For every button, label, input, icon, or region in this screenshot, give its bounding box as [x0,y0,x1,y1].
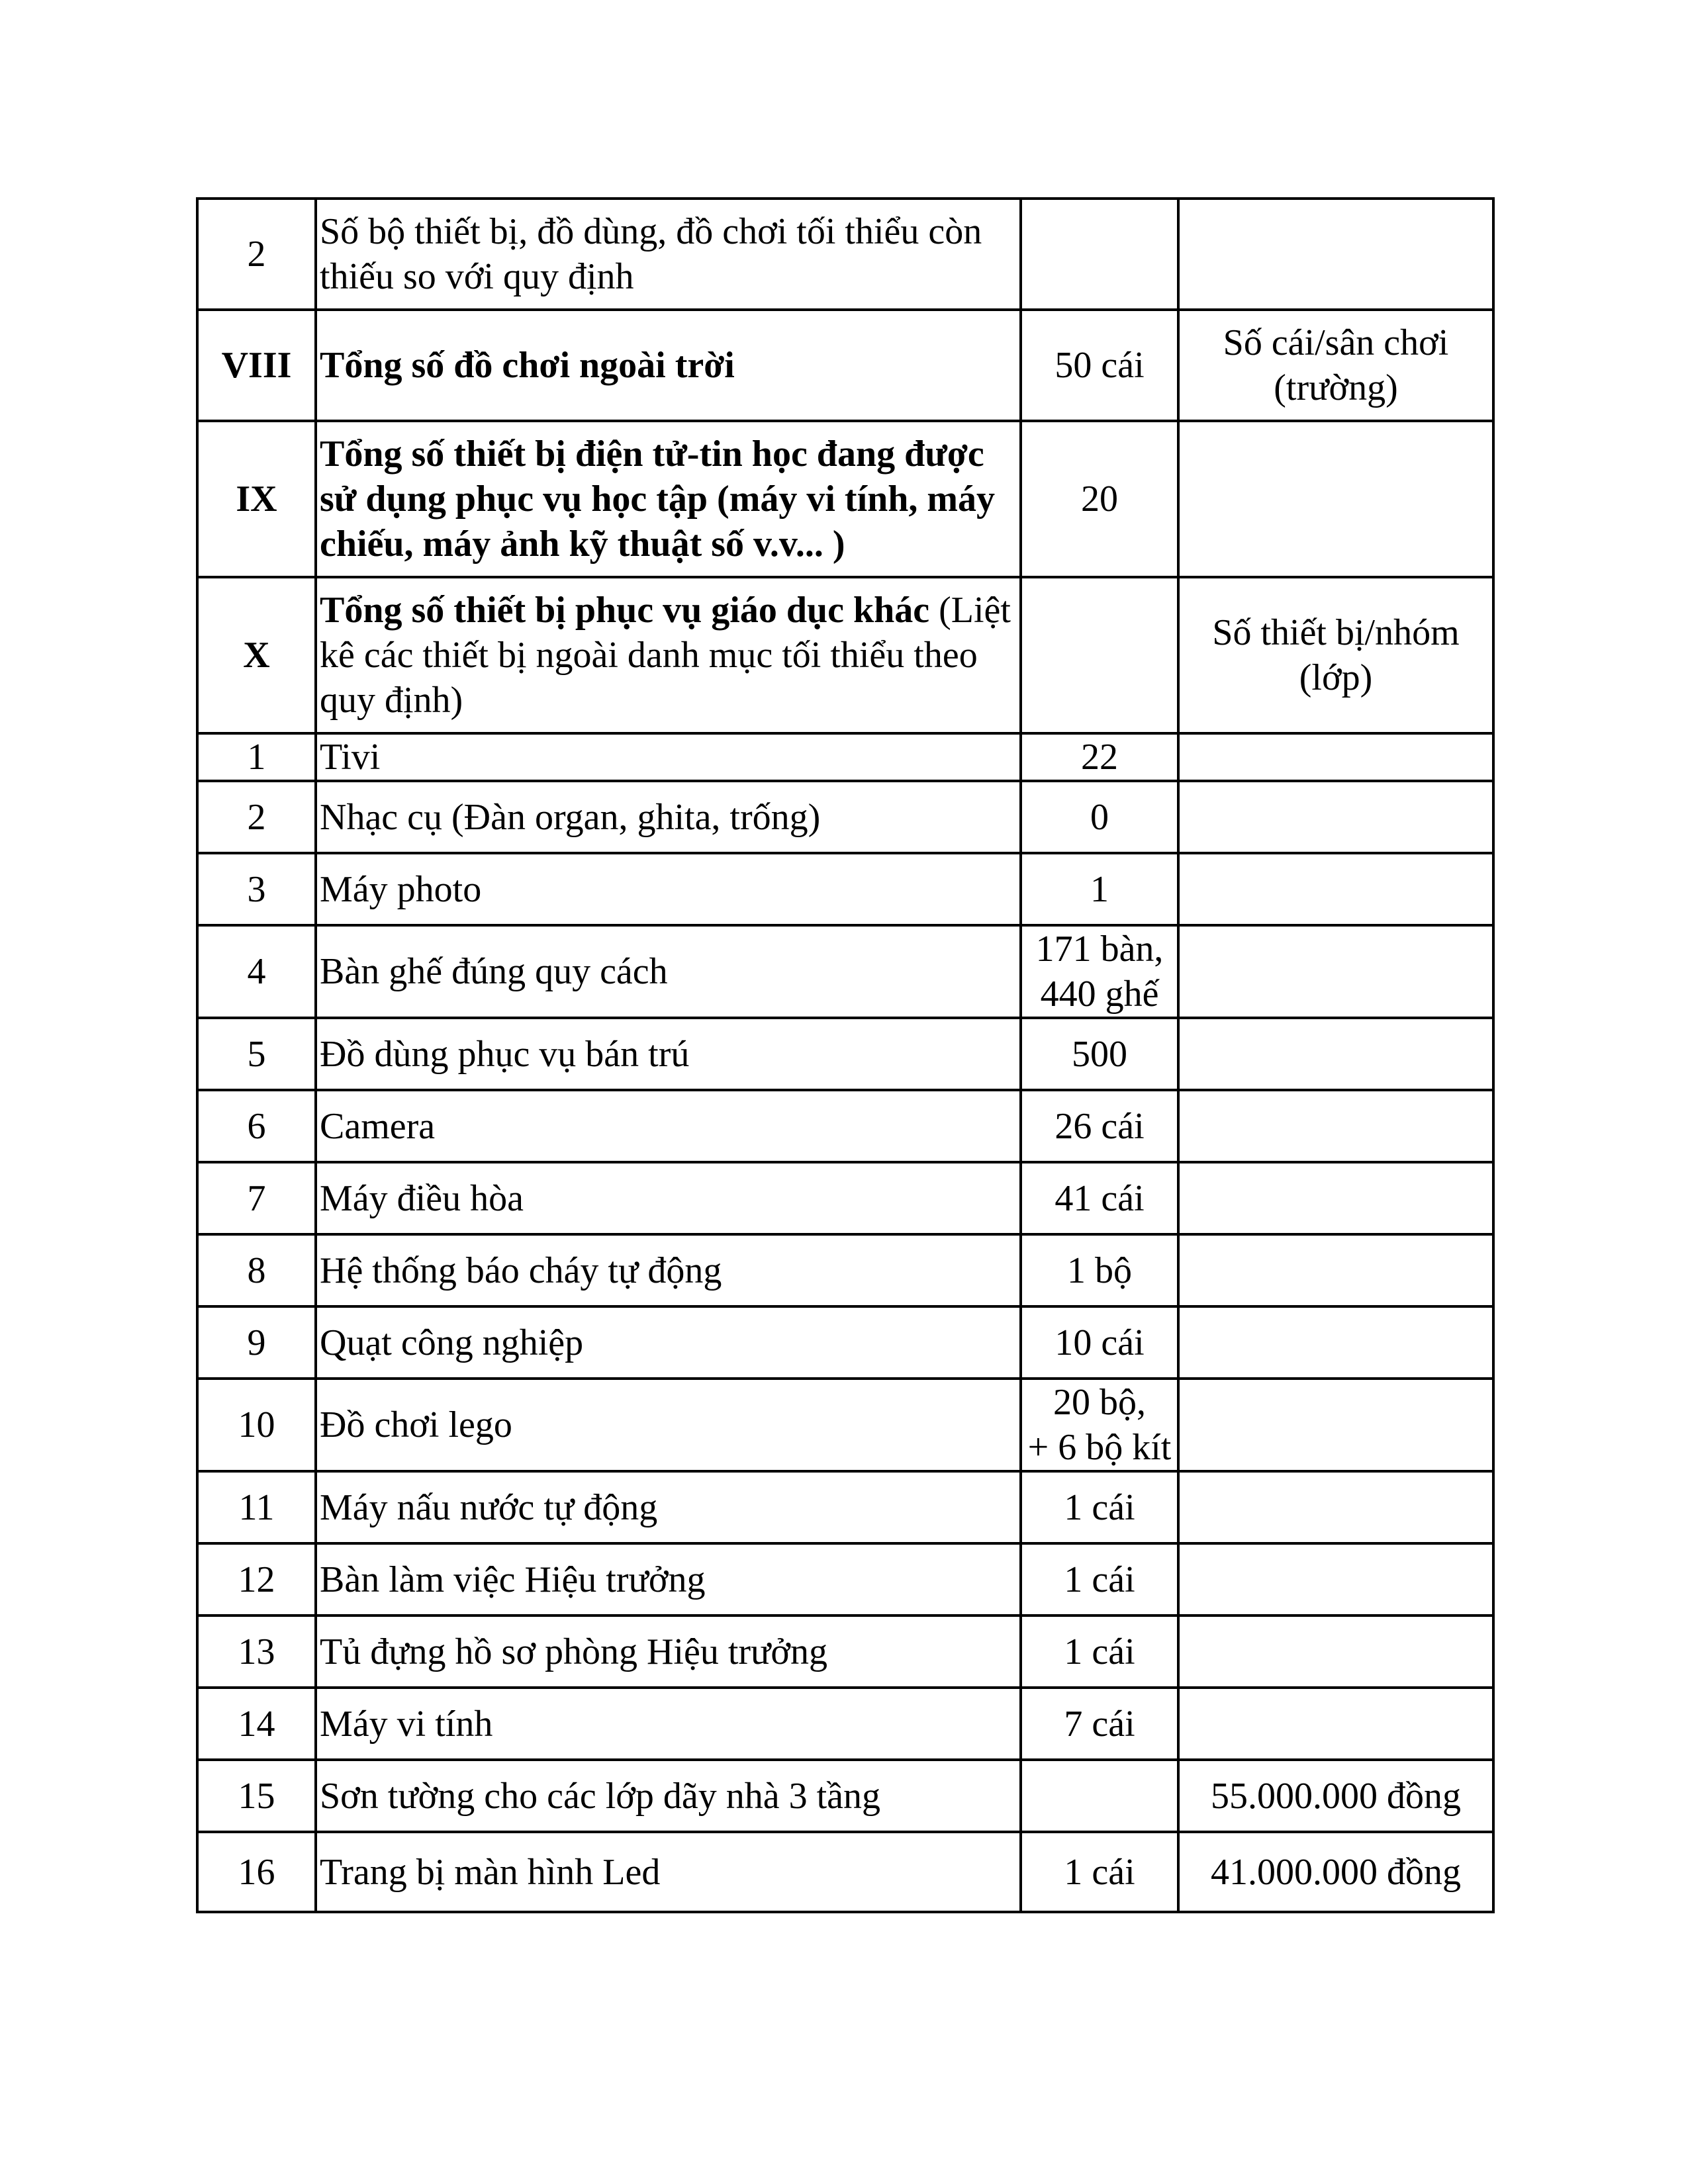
section-title: Tổng số đồ chơi ngoài trời [316,310,1021,421]
item-name: Số bộ thiết bị, đồ dùng, đồ chơi tối thiểu còn thiếu so với quy định [316,199,1021,310]
table-row [197,1832,1493,1912]
row-number: 11 [197,1471,316,1543]
item-note [1178,1018,1493,1090]
item-name: Hệ thống báo cháy tự động [316,1234,1021,1306]
item-note [1178,925,1493,1018]
item-name: Bàn ghế đúng quy cách [316,925,1021,1018]
item-quantity: 1 cái [1021,1832,1178,1912]
item-note [1178,781,1493,853]
item-note [1178,421,1493,577]
row-number: 15 [197,1760,316,1832]
section-title-bold: Tổng số thiết bị phục vụ giáo dục khác [320,590,930,631]
item-quantity: 1 cái [1021,1543,1178,1615]
section-number: IX [197,421,316,577]
item-name: Nhạc cụ (Đàn organ, ghita, trống) [316,781,1021,853]
table-row [197,1760,1493,1832]
item-note: Số thiết bị/nhóm (lớp) [1178,577,1493,733]
item-quantity: 41 cái [1021,1162,1178,1234]
item-note [1178,733,1493,781]
row-number: 3 [197,853,316,925]
item-name: Máy điều hòa [316,1162,1021,1234]
section-number: VIII [197,310,316,421]
row-number: 9 [197,1306,316,1379]
section-title: Tổng số thiết bị điện tử-tin học đang được sử dụng phục vụ học tập (máy vi tính, máy chiếu, máy ảnh kỹ thuật số v.v... ) [316,421,1021,577]
item-note [1178,199,1493,310]
item-quantity: 1 [1021,853,1178,925]
table-row [197,781,1493,853]
item-name: Bàn làm việc Hiệu trưởng [316,1543,1021,1615]
item-quantity: 10 cái [1021,1306,1178,1379]
item-name: Trang bị màn hình Led [316,1832,1021,1912]
item-note [1178,1688,1493,1760]
item-name: Sơn tường cho các lớp dãy nhà 3 tầng [316,1760,1021,1832]
item-quantity: 22 [1021,733,1178,781]
table-row [197,1615,1493,1688]
item-quantity: 1 cái [1021,1615,1178,1688]
table-row [197,1018,1493,1090]
row-number: 5 [197,1018,316,1090]
item-quantity: 20 bộ, + 6 bộ kít [1021,1379,1178,1471]
item-quantity: 500 [1021,1018,1178,1090]
table-row [197,1471,1493,1543]
item-quantity [1021,199,1178,310]
item-note [1178,1234,1493,1306]
item-name: Máy nấu nước tự động [316,1471,1021,1543]
item-quantity: 0 [1021,781,1178,853]
table-row [197,733,1493,781]
row-number: 10 [197,1379,316,1471]
item-quantity: 26 cái [1021,1090,1178,1162]
item-note [1178,1090,1493,1162]
item-note [1178,853,1493,925]
row-number: 14 [197,1688,316,1760]
table-row [197,1688,1493,1760]
item-note [1178,1306,1493,1379]
item-quantity: 50 cái [1021,310,1178,421]
table-row [197,925,1493,1018]
section-title [316,577,1021,733]
row-number: 8 [197,1234,316,1306]
item-note: 41.000.000 đồng [1178,1832,1493,1912]
table-row [197,1162,1493,1234]
row-number: 12 [197,1543,316,1615]
item-note [1178,1615,1493,1688]
item-name: Đồ dùng phục vụ bán trú [316,1018,1021,1090]
table-row [197,1090,1493,1162]
item-quantity: 7 cái [1021,1688,1178,1760]
item-note: Số cái/sân chơi (trường) [1178,310,1493,421]
item-quantity: 1 bộ [1021,1234,1178,1306]
item-note [1178,1471,1493,1543]
item-name: Máy photo [316,853,1021,925]
item-name: Tivi [316,733,1021,781]
table-row [197,1543,1493,1615]
row-number: 2 [197,199,316,310]
item-name: Quạt công nghiệp [316,1306,1021,1379]
row-number: 4 [197,925,316,1018]
item-note [1178,1543,1493,1615]
item-name: Máy vi tính [316,1688,1021,1760]
item-quantity [1021,1760,1178,1832]
section-row [197,310,1493,421]
equipment-table [196,197,1495,1913]
section-number: X [197,577,316,733]
item-name: Camera [316,1090,1021,1162]
item-quantity: 1 cái [1021,1471,1178,1543]
row-number: 1 [197,733,316,781]
item-name: Tủ đựng hồ sơ phòng Hiệu trưởng [316,1615,1021,1688]
item-quantity [1021,577,1178,733]
row-number: 2 [197,781,316,853]
table-row [197,1379,1493,1471]
item-name: Đồ chơi lego [316,1379,1021,1471]
table-row [197,853,1493,925]
table-row [197,1306,1493,1379]
item-note [1178,1162,1493,1234]
section-title-detail: (Liệt kê các thiết bị ngoài danh mục tối thiểu theo quy định) [320,590,1011,721]
item-quantity: 171 bàn, 440 ghế [1021,925,1178,1018]
section-row [197,577,1493,733]
table-row [197,199,1493,310]
row-number: 13 [197,1615,316,1688]
item-note [1178,1379,1493,1471]
row-number: 6 [197,1090,316,1162]
section-row [197,421,1493,577]
item-quantity: 20 [1021,421,1178,577]
item-note: 55.000.000 đồng [1178,1760,1493,1832]
table-row [197,1234,1493,1306]
row-number: 7 [197,1162,316,1234]
row-number: 16 [197,1832,316,1912]
